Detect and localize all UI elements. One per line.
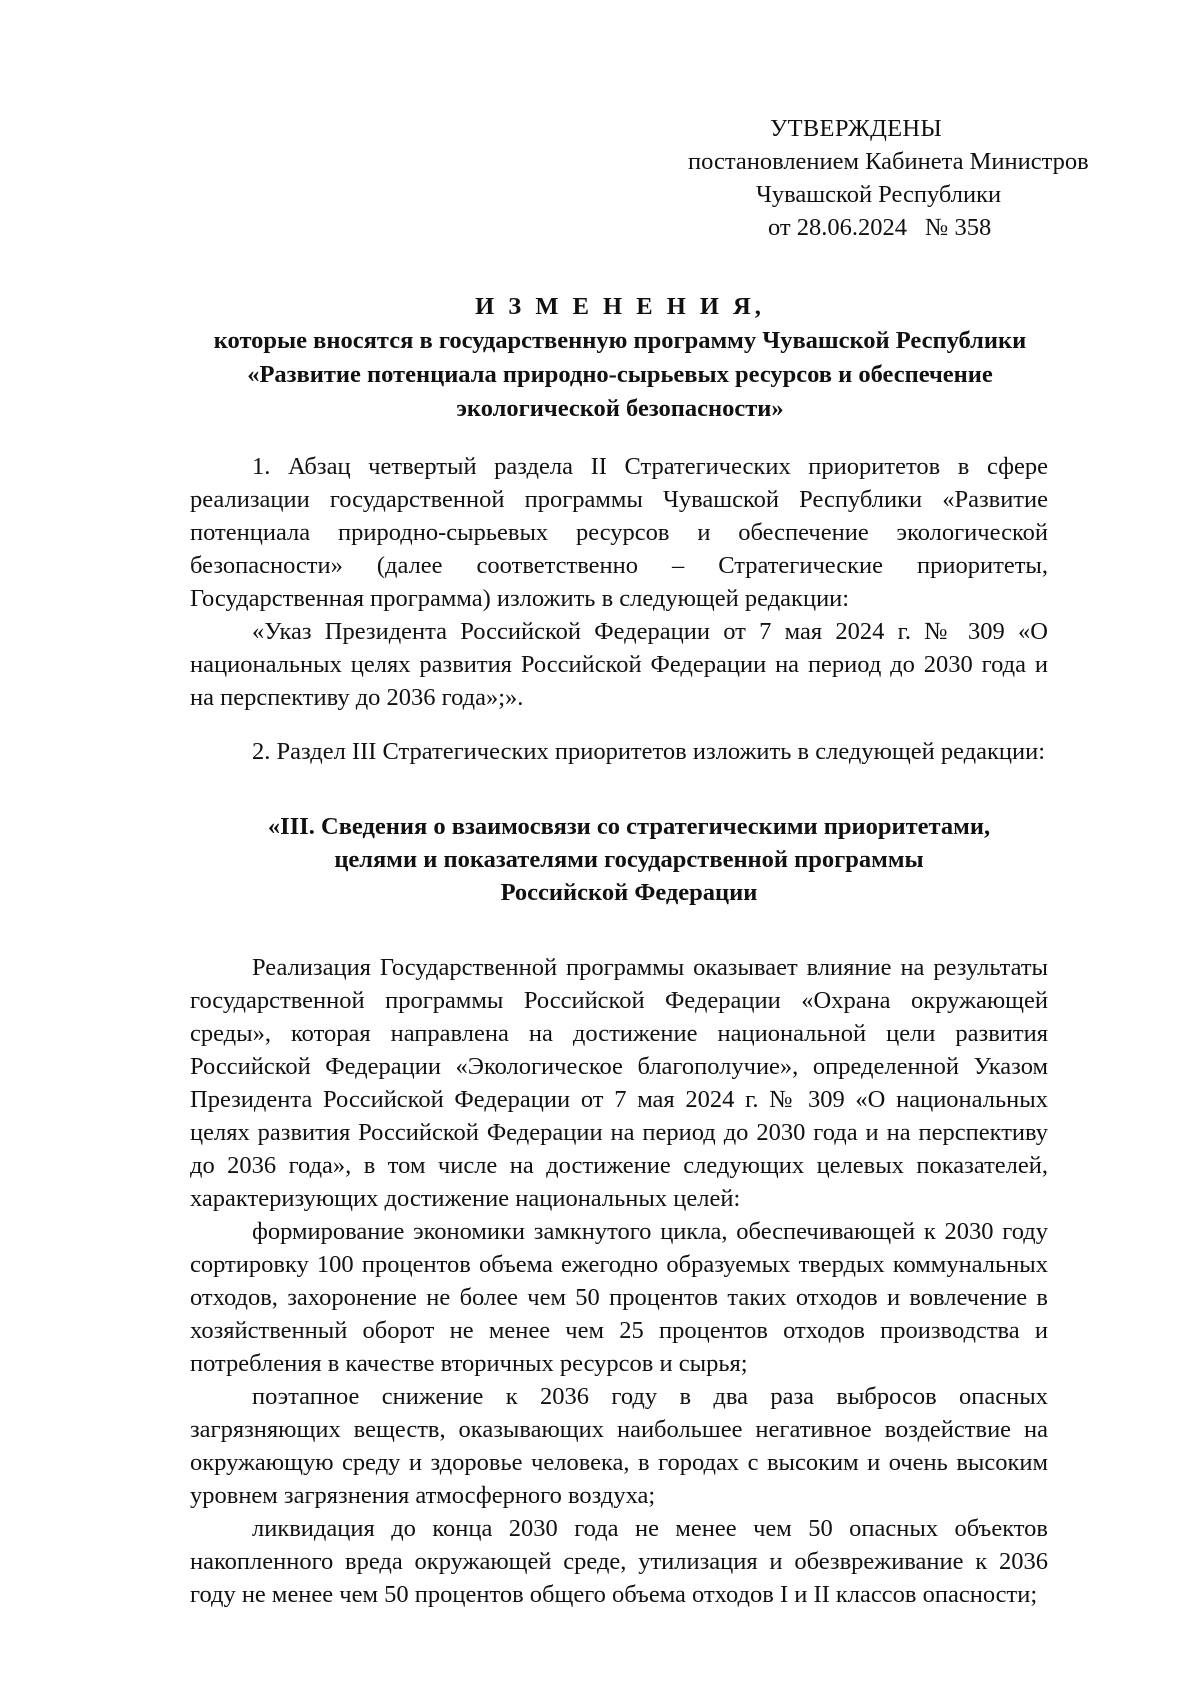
section-3-title-line-1: «III. Сведения о взаимосвязи со стратегическими приоритетами, [267,813,991,840]
title-heading: И З М Е Н Е Н И Я, [475,293,765,320]
paragraph-quote: «Указ Президента Российской Федерации от 7 мая 2024 г. № 309 «О национальных целях развития Российской Федерации на период до 2030 года и на перспективу до 2036 года»;». [190,618,1048,711]
paragraph-implementation: Реализация Государственной программы оказывает влияние на результаты государственной программы Российской Федерации «Охрана окружающей среды», которая направлена на достижение национальной цели развития Российской Федерации «Экологическое благополучие», определенной Указом Президента Российской Федерации от 7 мая 2024 г. № 309 «О национальных целях развития Российской Федерации на период до 2030 года и на перспективу до 2036 года», в том числе на достижение следующих целевых показателей, характеризующих достижение национальных целей: [190,954,1048,1212]
approval-republic: Чувашской Республики [756,181,1002,208]
title-line-4: экологической безопасности» [456,395,784,422]
paragraph-1: 1. Абзац четвертый раздела II Стратегических приоритетов в сфере реализации государственной программы Чувашской Республики «Развитие потенциала природно-сырьевых ресурсов и обеспечение экологической безопасности» (далее соответственно – Стратегические приоритеты, Государственная программа) изложить в следующей редакции: [190,453,1048,612]
paragraph-accumulated-harm: ликвидация до конца 2030 года не менее чем 50 опасных объектов накопленного вреда окружающей среде, утилизация и обезвреживание к 2036 году не менее чем 50 процентов общего объема отходов I и II классов опасности; [190,1515,1048,1608]
section-3-title [190,810,1048,909]
approval-number: № 358 [925,214,992,241]
paragraph-emissions: поэтапное снижение к 2036 году в два раза выбросов опасных загрязняющих веществ, оказывающих наибольшее негативное воздействие на окружающую среду и здоровье человека, в городах с высоким и очень высоким уровнем загрязнения атмосферного воздуха; [190,1383,1048,1509]
section-3-title-line-3: Российской Федерации [500,879,758,906]
paragraph-circular-economy: формирование экономики замкнутого цикла, обеспечивающей к 2030 году сортировку 100 процентов объема ежегодно образуемых твердых коммунальных отходов, захоронение не более чем 50 процентов таких отходов и вовлечение в хозяйственный оборот не менее чем 25 процентов отходов производства и потребления в качестве вторичных ресурсов и сырья; [190,1218,1048,1377]
title-line-3: «Развитие потенциала природно-сырьевых ресурсов и обеспечение [247,361,993,388]
approval-heading: УТВЕРЖДЕНЫ [770,115,943,142]
section-3-title-line-2: целями и показателями государственной программы [334,846,924,873]
document-body [190,450,1048,1611]
approval-issuer: постановлением Кабинета Министров [688,148,1089,175]
title-line-2: которые вносятся в государственную программу Чувашской Республики [213,327,1027,354]
approval-date: от 28.06.2024 [768,214,908,241]
document-title [190,290,1050,426]
approval-stamp [640,112,1160,244]
paragraph-2: 2. Раздел III Стратегических приоритетов изложить в следующей редакции: [252,738,1046,765]
approval-date-line [640,211,1160,244]
